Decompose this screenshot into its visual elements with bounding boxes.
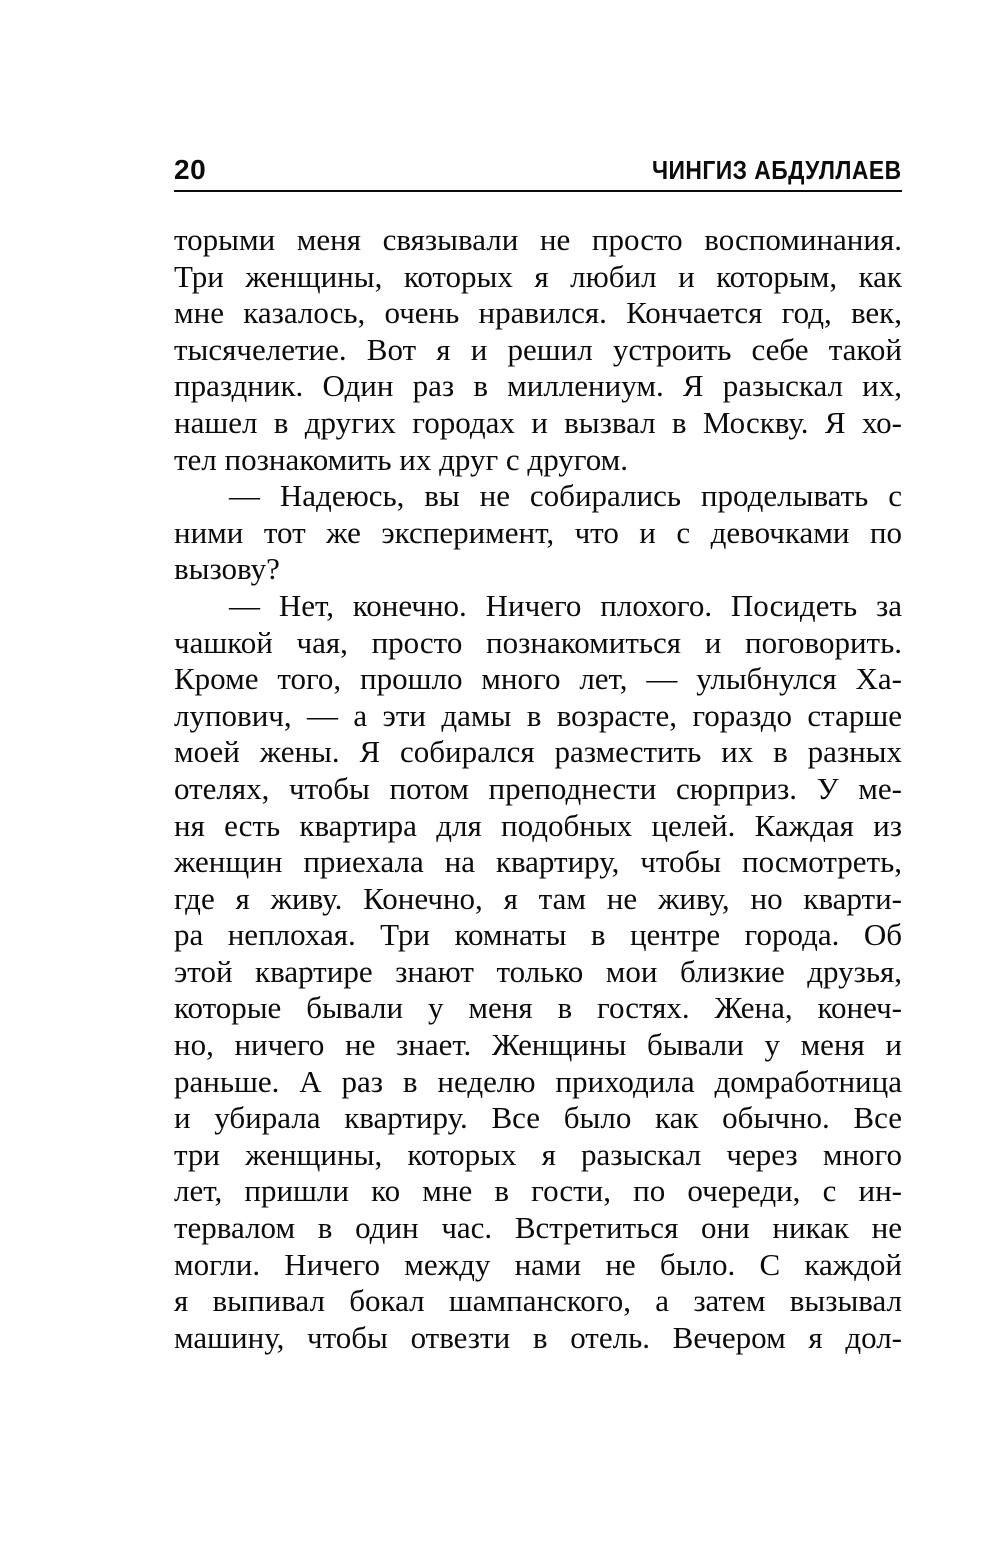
- text-line: тел познакомить их друг с другом.: [174, 441, 629, 477]
- text-line: и убирала квартиру. Все было как обычно. Все: [174, 1100, 902, 1136]
- header-rule: [174, 190, 902, 192]
- text-line: — Нет, конечно. Ничего плохого. Посидеть за: [229, 587, 902, 623]
- text-line: лупович, — а эти дамы в возрасте, гораздо старше: [174, 697, 902, 733]
- page-header: [174, 156, 902, 184]
- text-line: могли. Ничего между нами не было. С каждой: [174, 1246, 902, 1282]
- text-line: лет, пришли ко мне в гости, по очереди, с ин-: [174, 1173, 902, 1209]
- text-line: моей жены. Я собирался разместить их в разных: [174, 734, 902, 770]
- text-line: тервалом в один час. Встретиться они никак не: [174, 1210, 902, 1246]
- text-line: ра неплохая. Три комнаты в центре города. Об: [174, 917, 902, 953]
- text-line: отелях, чтобы потом преподнести сюрприз. У ме-: [174, 770, 902, 806]
- text-line: Три женщины, которых я любил и которым, как: [174, 258, 902, 294]
- text-line: я выпивал бокал шампанского, а затем вызывал: [174, 1283, 902, 1319]
- text-line: ними тот же эксперимент, что и с девочками по: [174, 514, 902, 550]
- text-line: вызову?: [174, 551, 280, 587]
- text-line: торыми меня связывали не просто воспоминания.: [174, 222, 902, 257]
- text-line: этой квартире знают только мои близкие друзья,: [174, 953, 902, 989]
- text-line: которые бывали у меня в гостях. Жена, конеч-: [174, 990, 902, 1026]
- text-line: машину, чтобы отвезти в отель. Вечером я дол-: [174, 1319, 902, 1355]
- text-line: мне казалось, очень нравился. Кончается год, век,: [174, 295, 902, 331]
- text-line: тысячелетие. Вот я и решил устроить себе такой: [174, 331, 902, 367]
- running-title: ЧИНГИЗ АБДУЛЛАЕВ: [652, 155, 902, 185]
- text-line: нашел в других городах и вызвал в Москву. Я хо-: [174, 404, 902, 440]
- text-line: но, ничего не знает. Женщины бывали у меня и: [174, 1027, 902, 1063]
- text-line: три женщины, которых я разыскал через много: [174, 1136, 902, 1172]
- page-body: [174, 222, 902, 1356]
- text-line: ня есть квартира для подобных целей. Каждая из: [174, 807, 902, 843]
- text-line: женщин приехала на квартиру, чтобы посмотреть,: [174, 844, 902, 880]
- text-line: где я живу. Конечно, я там не живу, но кварти-: [174, 880, 902, 916]
- text-line: праздник. Один раз в миллениум. Я разыскал их,: [174, 368, 902, 404]
- text-line: раньше. А раз в неделю приходила домработница: [174, 1063, 902, 1099]
- text-line: чашкой чая, просто познакомиться и поговорить.: [174, 624, 902, 660]
- text-line: — Надеюсь, вы не собирались проделывать с: [229, 478, 902, 514]
- text-line: Кроме того, прошло много лет, — улыбнулся Ха-: [174, 661, 902, 697]
- page-number: 20: [174, 154, 207, 185]
